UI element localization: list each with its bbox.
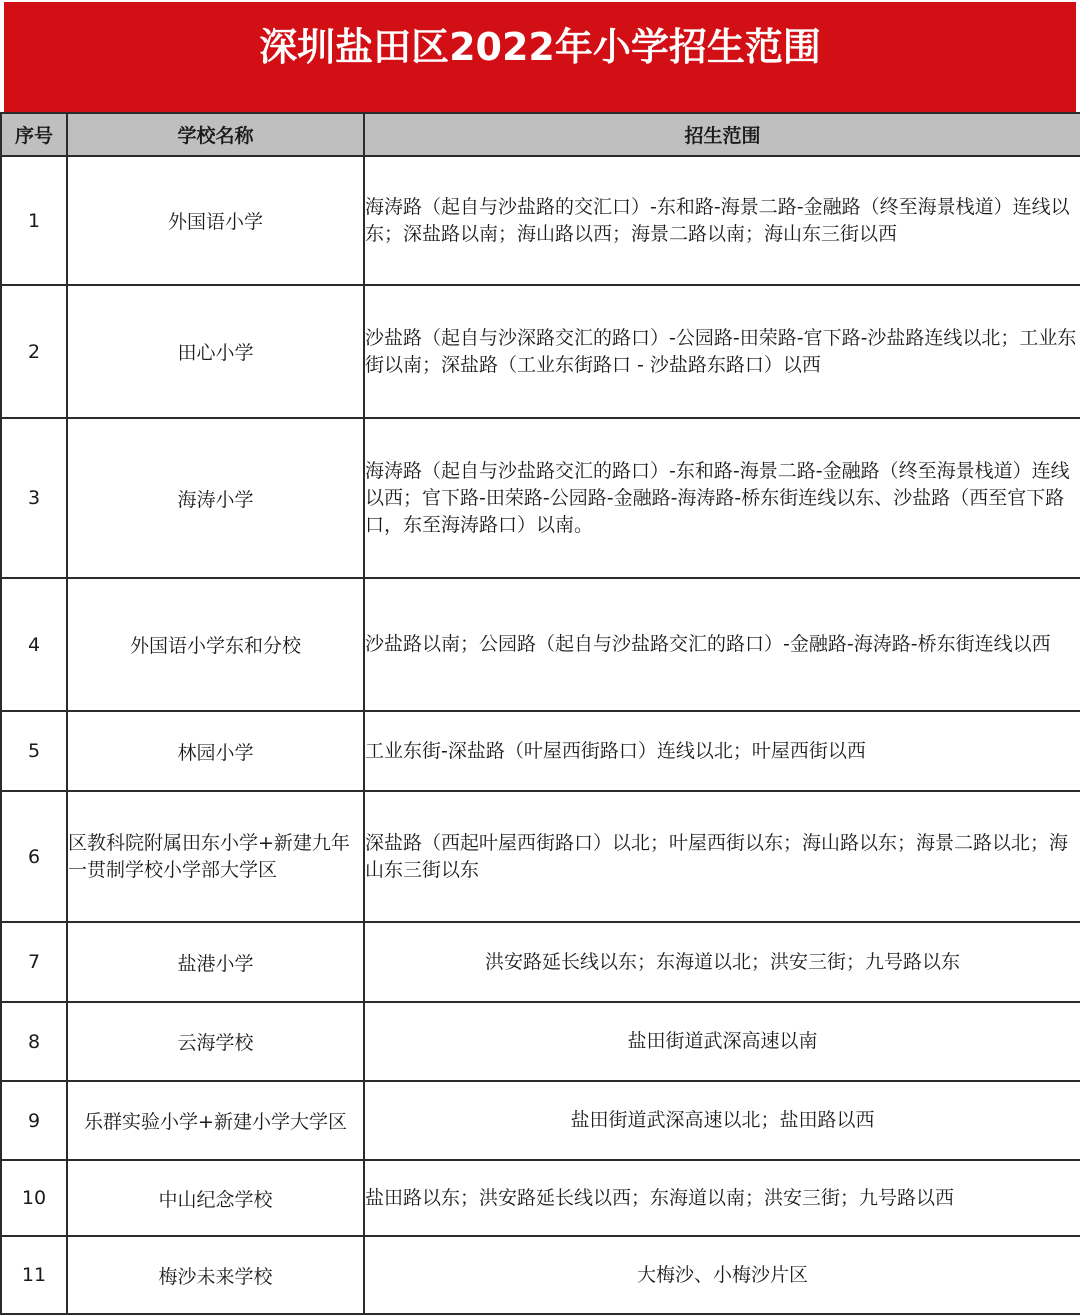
table-row: [1, 156, 1080, 285]
school-name: 外国语小学东和分校: [67, 578, 364, 711]
row-number: 11: [1, 1236, 67, 1314]
row-number: 7: [1, 922, 67, 1002]
school-name: 梅沙未来学校: [67, 1236, 364, 1314]
table-header-row: [1, 113, 1080, 156]
row-number: 5: [1, 711, 67, 791]
table-row: [1, 791, 1080, 922]
row-number: 9: [1, 1081, 67, 1160]
header-serial-number: 序号: [1, 113, 67, 156]
school-name: 云海学校: [67, 1002, 364, 1081]
header-school-name: 学校名称: [67, 113, 364, 156]
row-number: 8: [1, 1002, 67, 1081]
enrollment-range: 深盐路（西起叶屋西街路口）以北；叶屋西街以东；海山路以东；海景二路以北；海山东三街以东: [364, 791, 1080, 922]
table-row: [1, 711, 1080, 791]
school-name: 林园小学: [67, 711, 364, 791]
table-row: [1, 922, 1080, 1002]
enrollment-range: 工业东街-深盐路（叶屋西街路口）连线以北；叶屋西街以西: [364, 711, 1080, 791]
enrollment-range: 盐田街道武深高速以北；盐田路以西: [364, 1081, 1080, 1160]
row-number: 6: [1, 791, 67, 922]
row-number: 2: [1, 285, 67, 418]
enrollment-range: 大梅沙、小梅沙片区: [364, 1236, 1080, 1314]
enrollment-range-table: [0, 112, 1080, 1315]
table-row: [1, 1081, 1080, 1160]
school-name: 外国语小学: [67, 156, 364, 285]
school-name: 海涛小学: [67, 418, 364, 578]
table-row: [1, 1002, 1080, 1081]
table-row: [1, 578, 1080, 711]
page-title: 深圳盐田区2022年小学招生范围: [259, 25, 821, 69]
school-name: 盐港小学: [67, 922, 364, 1002]
enrollment-range: 盐田路以东；洪安路延长线以西；东海道以南；洪安三街；九号路以西: [364, 1160, 1080, 1236]
school-name: 区教科院附属田东小学+新建九年一贯制学校小学部大学区: [67, 791, 364, 922]
table-row: [1, 1160, 1080, 1236]
header-enrollment-range: 招生范围: [364, 113, 1080, 156]
enrollment-range: 沙盐路以南；公园路（起自与沙盐路交汇的路口）-金融路-海涛路-桥东街连线以西: [364, 578, 1080, 711]
school-name: 田心小学: [67, 285, 364, 418]
table-row: [1, 1236, 1080, 1314]
row-number: 4: [1, 578, 67, 711]
row-number: 3: [1, 418, 67, 578]
enrollment-range: 海涛路（起自与沙盐路交汇的路口）-东和路-海景二路-金融路（终至海景栈道）连线以西；官下路-田荣路-公园路-金融路-海涛路-桥东街连线以东、沙盐路（西至官下路口，东至海涛路口）以南。: [364, 418, 1080, 578]
enrollment-range: 洪安路延长线以东；东海道以北；洪安三街；九号路以东: [364, 922, 1080, 1002]
title-banner: [4, 2, 1076, 112]
school-name: 中山纪念学校: [67, 1160, 364, 1236]
row-number: 1: [1, 156, 67, 285]
table-row: [1, 285, 1080, 418]
enrollment-range: 沙盐路（起自与沙深路交汇的路口）-公园路-田荣路-官下路-沙盐路连线以北；工业东街以南；深盐路（工业东街路口 - 沙盐路东路口）以西: [364, 285, 1080, 418]
school-name: 乐群实验小学+新建小学大学区: [67, 1081, 364, 1160]
table-row: [1, 418, 1080, 578]
enrollment-range: 盐田街道武深高速以南: [364, 1002, 1080, 1081]
enrollment-range: 海涛路（起自与沙盐路的交汇口）-东和路-海景二路-金融路（终至海景栈道）连线以东；深盐路以南；海山路以西；海景二路以南；海山东三街以西: [364, 156, 1080, 285]
row-number: 10: [1, 1160, 67, 1236]
